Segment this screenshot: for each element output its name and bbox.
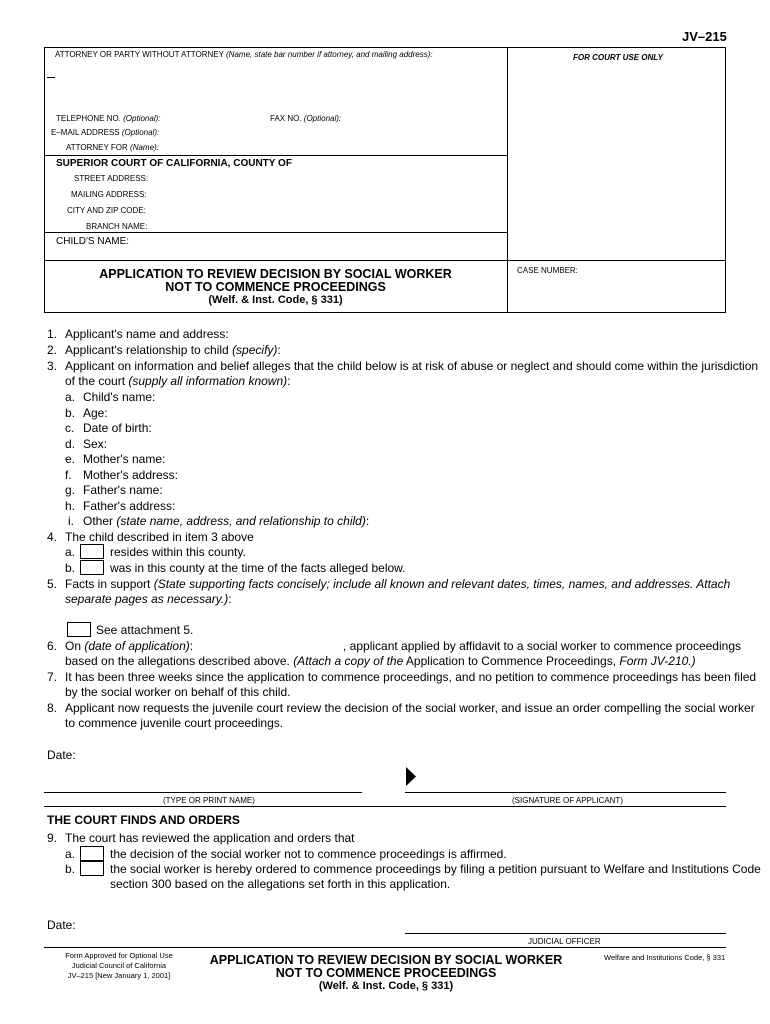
mailing-address-label: MAILING ADDRESS: — [71, 190, 147, 199]
item-5-line2: separate pages as necessary.): — [65, 592, 232, 606]
item-2-text: Applicant's relationship to child (specify): — [65, 343, 281, 357]
item-7: 7. — [47, 670, 58, 684]
item-9b-checkbox[interactable] — [80, 861, 104, 876]
item-4a-text: resides within this county. — [110, 545, 246, 559]
item-6: 6. — [47, 639, 58, 653]
item-4b-letter: b. — [65, 561, 76, 575]
court-name: SUPERIOR COURT OF CALIFORNIA, COUNTY OF — [56, 158, 292, 169]
type-name-line[interactable] — [44, 792, 362, 793]
item-2: 2. — [47, 343, 58, 357]
child-name-label: CHILD'S NAME: — [56, 236, 130, 247]
attorney-for-label: ATTORNEY FOR (Name): — [66, 143, 159, 152]
item-3-sub-label: Mother's address: — [83, 468, 178, 482]
item-4a-letter: a. — [65, 545, 76, 559]
item-4-text: The child described in item 3 above — [65, 530, 254, 544]
item-6-line1-rest: , applicant applied by affidavit to a social worker to commence proceedings — [343, 639, 741, 653]
judicial-officer-label: JUDICIAL OFFICER — [528, 937, 601, 946]
fax-label: FAX NO. (Optional): — [270, 114, 342, 123]
court-section-top — [44, 155, 507, 156]
footer-right: Welfare and Institutions Code, § 331 — [604, 953, 726, 962]
footer-left: Form Approved for Optional Use Judicial Council of California JV–215 [New January 1, 2001] — [65, 951, 173, 980]
item-5-line1: Facts in support (State supporting facts concisely; include all known and relevant dates, times, names, and addresses. Attach — [65, 577, 731, 591]
item-3-sub-letter: c. — [65, 421, 75, 435]
item-3-sub-label: Age: — [83, 406, 108, 420]
item-3-line1: Applicant on information and belief alleges that the child below is at risk of abuse or neglect and should come within the jurisdiction — [65, 359, 759, 373]
item-9-text: The court has reviewed the application and orders that — [65, 831, 355, 845]
type-name-label: (TYPE OR PRINT NAME) — [163, 796, 255, 805]
item-9b-line2: section 300 based on the allegations set forth in this application. — [110, 877, 451, 891]
court-use-label: FOR COURT USE ONLY — [573, 53, 663, 62]
signature-label: (SIGNATURE OF APPLICANT) — [512, 796, 623, 805]
item-3-sub-label: Mother's name: — [83, 452, 166, 466]
form-number: JV–215 — [682, 29, 727, 44]
item-4: 4. — [47, 530, 58, 544]
judicial-officer-line[interactable] — [405, 933, 726, 934]
see-attachment-checkbox[interactable] — [67, 622, 91, 637]
footer-title: APPLICATION TO REVIEW DECISION BY SOCIAL WORKER NOT TO COMMENCE PROCEEDINGS (Welf. & Inst. Code, § 331) — [209, 953, 563, 992]
item-4b-checkbox[interactable] — [80, 560, 104, 575]
item-7-line2: by the social worker on behalf of this child. — [65, 685, 291, 699]
email-label: E–MAIL ADDRESS (Optional): — [51, 128, 160, 137]
item-3-sub-letter: g. — [65, 483, 76, 497]
court-date-label: Date: — [47, 918, 76, 932]
header-divider — [507, 47, 508, 312]
item-1-text: Applicant's name and address: — [65, 327, 229, 341]
case-number-label: CASE NUMBER: — [517, 266, 578, 275]
signature-arrow-icon — [406, 767, 416, 786]
item-3-sub-letter: e. — [65, 452, 76, 466]
item-7-line1: It has been three weeks since the application to commence proceedings, and no petition to commence proceedings has been filed — [65, 670, 757, 684]
child-name-top — [44, 232, 507, 233]
item-9a-checkbox[interactable] — [80, 846, 104, 861]
street-address-label: STREET ADDRESS: — [74, 174, 149, 183]
item-3-sub-label: Child's name: — [83, 390, 156, 404]
item-8: 8. — [47, 701, 58, 715]
item-8-line2: to commence juvenile court proceedings. — [65, 716, 284, 730]
item-4a-checkbox[interactable] — [80, 544, 104, 559]
item-9a-letter: a. — [65, 847, 76, 861]
see-attachment-text: See attachment 5. — [96, 623, 194, 637]
court-heading: THE COURT FINDS AND ORDERS — [47, 813, 240, 827]
title-section-top — [44, 260, 726, 261]
header-top-border — [44, 47, 726, 48]
item-3i-letter: i. — [68, 514, 74, 528]
form-title: APPLICATION TO REVIEW DECISION BY SOCIAL WORKER NOT TO COMMENCE PROCEEDINGS (Welf. & Inst. Code, § 331) — [99, 267, 452, 306]
item-3-sub-letter: h. — [65, 499, 76, 513]
date-label: Date: — [47, 748, 76, 762]
item-6-line1-start: On (date of application): — [65, 639, 194, 653]
item-3-sub-label: Sex: — [83, 437, 108, 451]
item-3-sub-letter: b. — [65, 406, 76, 420]
item-6-line2: based on the allegations described above. (Attach a copy of the Application to Commence Proceedings, Form JV-210.) — [65, 654, 696, 668]
signature-line[interactable] — [405, 792, 726, 793]
court-section-divider — [44, 806, 726, 807]
item-1: 1. — [47, 327, 58, 341]
footer-divider — [44, 947, 726, 948]
item-3-line2: of the court (supply all information known): — [65, 374, 291, 388]
item-3-sub-letter: f. — [65, 468, 72, 482]
item-3-sub-label: Father's name: — [83, 483, 163, 497]
item-4b-text: was in this county at the time of the facts alleged below. — [110, 561, 406, 575]
name-mark — [47, 77, 55, 78]
telephone-label: TELEPHONE NO. (Optional): — [56, 114, 161, 123]
item-3-sub-label: Father's address: — [83, 499, 176, 513]
city-zip-label: CITY AND ZIP CODE: — [67, 206, 146, 215]
item-9b-line1: the social worker is hereby ordered to commence proceedings by filing a petition pursuant to Welfare and Institutions Code — [110, 862, 761, 876]
item-3-sub-label: Date of birth: — [83, 421, 152, 435]
item-9: 9. — [47, 831, 58, 845]
item-3: 3. — [47, 359, 58, 373]
item-3i-text: Other (state name, address, and relationship to child): — [83, 514, 370, 528]
item-8-line1: Applicant now requests the juvenile court review the decision of the social worker, and issue an order compelling the social worker — [65, 701, 755, 715]
header-right-border — [725, 47, 726, 312]
branch-name-label: BRANCH NAME: — [86, 222, 148, 231]
item-5: 5. — [47, 577, 58, 591]
header-bottom-border — [44, 312, 726, 313]
item-9a-text: the decision of the social worker not to commence proceedings is affirmed. — [110, 847, 507, 861]
item-9b-letter: b. — [65, 862, 76, 876]
attorney-label: ATTORNEY OR PARTY WITHOUT ATTORNEY (Name, state bar number if attorney, and mailing address): — [55, 50, 433, 59]
item-3-sub-letter: d. — [65, 437, 76, 451]
item-3-sub-letter: a. — [65, 390, 76, 404]
